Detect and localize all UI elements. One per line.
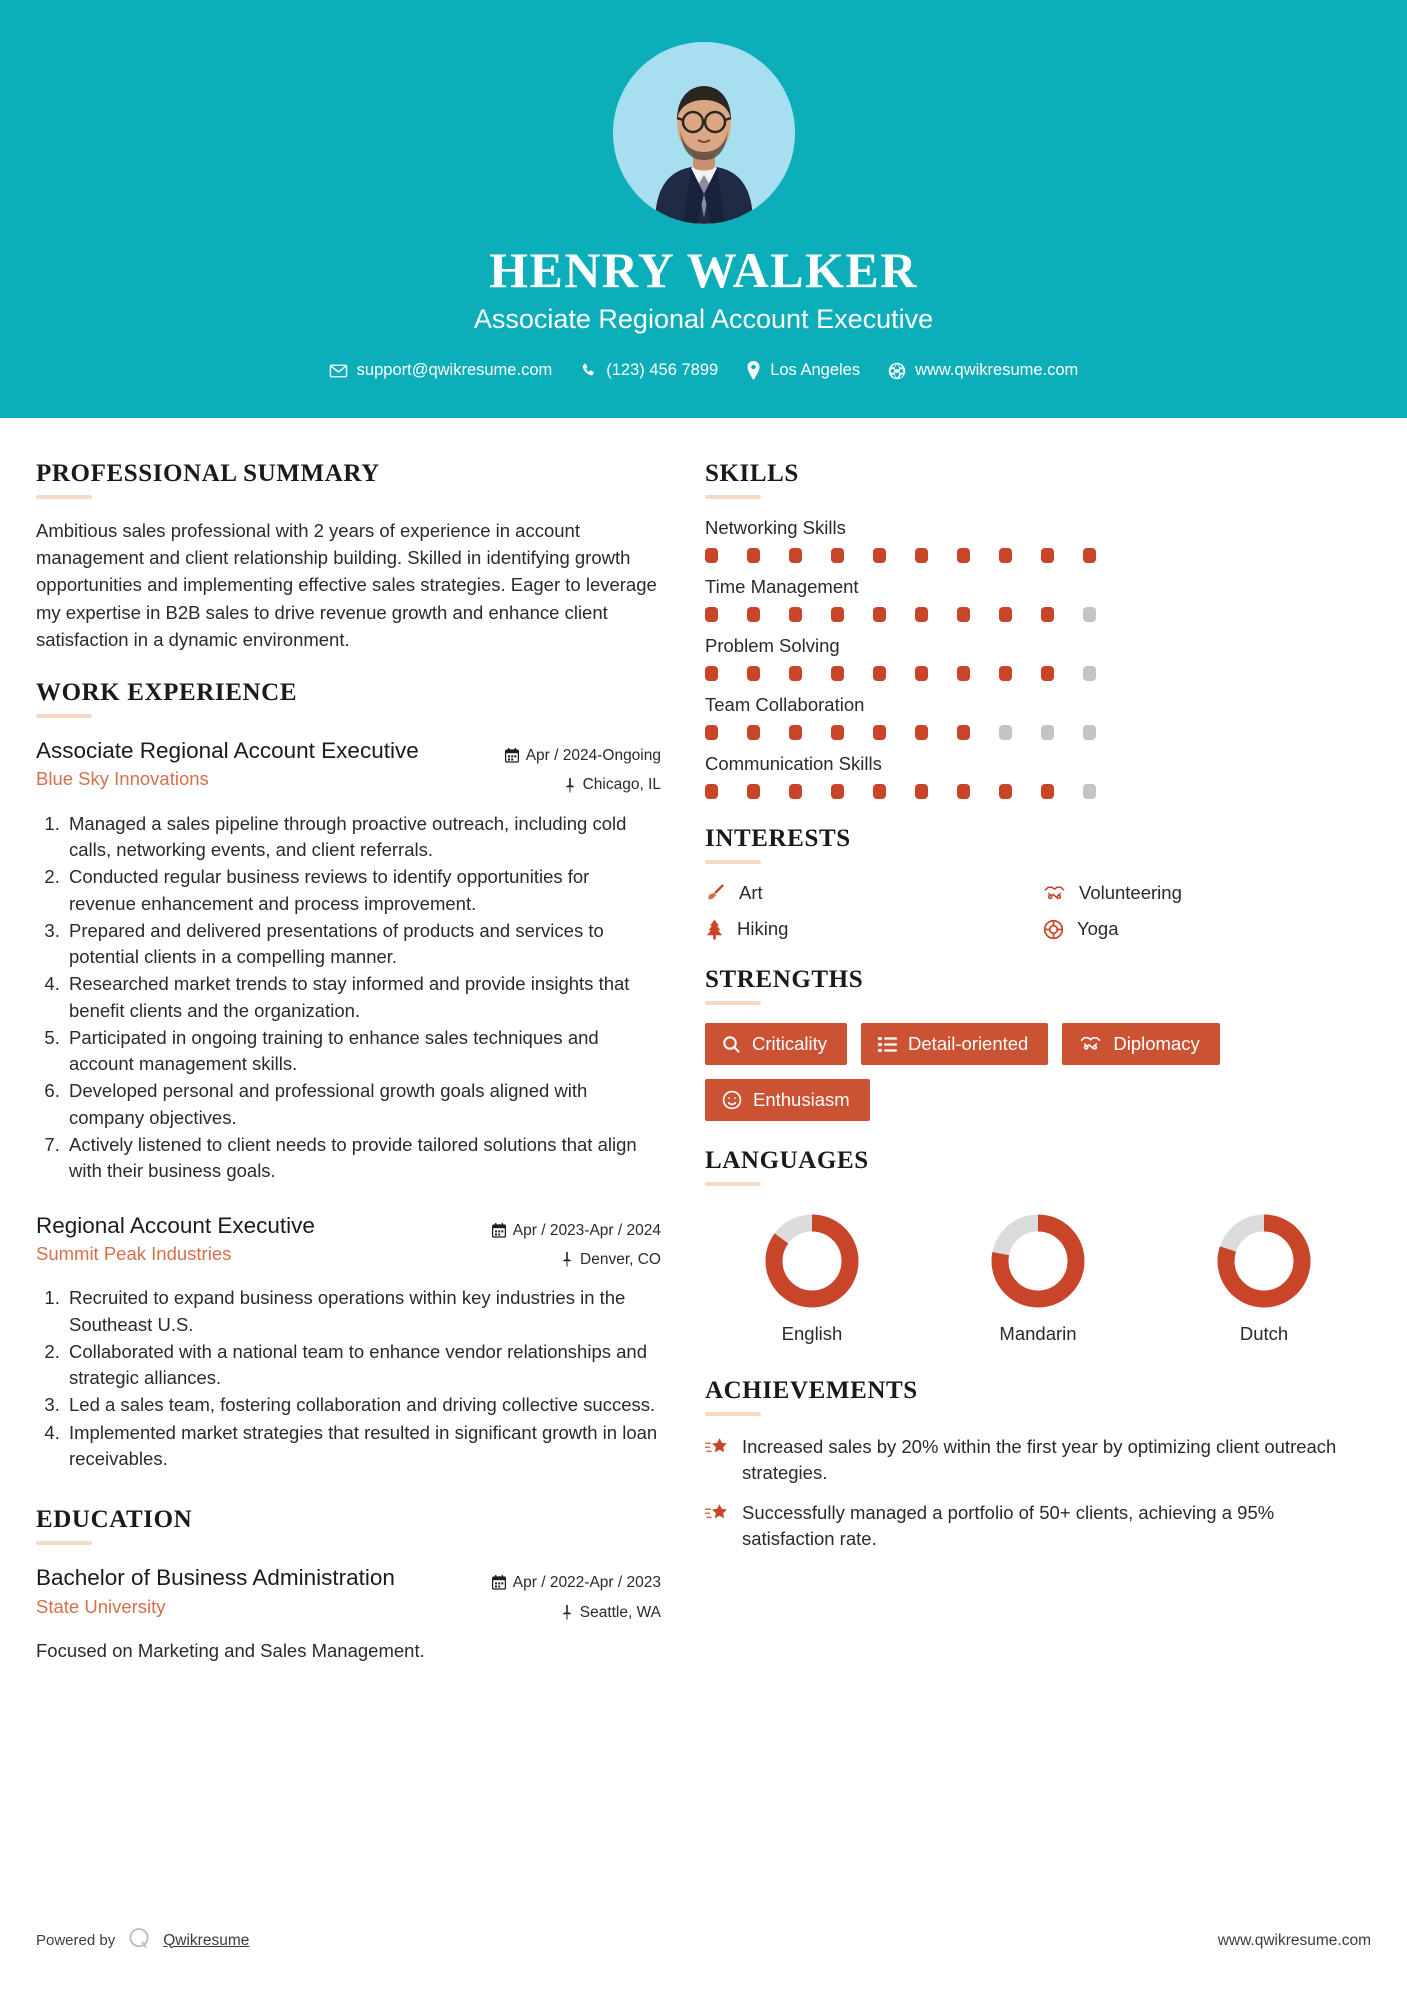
strength-chip-detail-oriented bbox=[861, 1023, 1048, 1065]
experience-bullets bbox=[36, 1285, 661, 1472]
rating-dot-filled bbox=[831, 666, 844, 681]
bullet-item: 4. Implemented market strategies that resulted in significant growth in loan receivables. bbox=[65, 1420, 661, 1473]
education-entry-titles bbox=[36, 1563, 478, 1617]
strength-label: Enthusiasm bbox=[753, 1089, 850, 1110]
experience-role: Associate Regional Account Executive bbox=[36, 737, 419, 763]
resume-footer bbox=[0, 1897, 1407, 1990]
rating-dot-filled bbox=[747, 666, 760, 681]
strength-label: Criticality bbox=[752, 1033, 828, 1054]
contact-website-text: www.qwikresume.com bbox=[915, 361, 1079, 379]
experience-entry-meta bbox=[505, 736, 661, 800]
experience-entry-header bbox=[36, 736, 661, 800]
calendar-icon bbox=[492, 1575, 506, 1590]
language-name: English bbox=[781, 1323, 843, 1344]
rating-dot-filled bbox=[1041, 548, 1054, 563]
bullet-item: 3. Led a sales team, fostering collaboration and driving collective success. bbox=[65, 1392, 661, 1418]
rating-dot-filled bbox=[999, 666, 1012, 681]
tree-icon bbox=[705, 919, 724, 940]
language-name: Mandarin bbox=[999, 1323, 1077, 1344]
contact-website[interactable] bbox=[878, 361, 1088, 380]
contact-row bbox=[0, 361, 1407, 380]
contact-email-text: support@qwikresume.com bbox=[356, 361, 553, 379]
magnifier-icon bbox=[722, 1035, 741, 1054]
strength-chip-diplomacy bbox=[1062, 1023, 1219, 1065]
list-icon bbox=[878, 1036, 897, 1053]
section-title-experience: WORK EXPERIENCE bbox=[36, 678, 298, 706]
section-achievements bbox=[705, 1377, 1371, 1552]
qwikresume-logo-icon bbox=[126, 1925, 152, 1956]
section-professional-summary bbox=[36, 460, 661, 653]
rating-dot-filled bbox=[873, 548, 886, 563]
rating-dot-filled bbox=[705, 784, 718, 799]
achievement-item bbox=[705, 1500, 1371, 1553]
strength-label: Diplomacy bbox=[1113, 1033, 1200, 1054]
interest-item-yoga bbox=[1043, 918, 1371, 940]
experience-date-line bbox=[492, 1216, 661, 1245]
rating-dot-empty bbox=[1083, 725, 1096, 740]
contact-phone[interactable] bbox=[570, 361, 728, 380]
skill-item bbox=[705, 694, 1371, 740]
section-title-achievements: ACHIEVEMENTS bbox=[705, 1377, 918, 1404]
experience-date-line bbox=[505, 741, 661, 770]
rating-dot-filled bbox=[915, 725, 928, 740]
language-donut-chart bbox=[987, 1210, 1089, 1312]
skill-rating-dots bbox=[705, 548, 1371, 563]
section-rule bbox=[705, 1001, 761, 1005]
skill-rating-dots bbox=[705, 666, 1371, 681]
skill-item bbox=[705, 576, 1371, 622]
section-rule bbox=[705, 1412, 761, 1416]
language-item bbox=[931, 1210, 1145, 1345]
resume-body bbox=[0, 418, 1407, 1897]
rating-dot-filled bbox=[915, 666, 928, 681]
education-entry bbox=[36, 1563, 661, 1664]
section-work-experience bbox=[36, 679, 661, 1472]
experience-entry-titles bbox=[36, 736, 491, 790]
job-title: Associate Regional Account Executive bbox=[473, 304, 934, 334]
rating-dot-empty bbox=[1083, 607, 1096, 622]
rating-dot-filled bbox=[831, 725, 844, 740]
section-title-interests: INTERESTS bbox=[705, 825, 851, 852]
bullet-item: 6. Developed personal and professional growth goals aligned with company objectives. bbox=[65, 1078, 661, 1131]
rating-dot-filled bbox=[705, 548, 718, 563]
shooting-star-icon bbox=[705, 1434, 729, 1464]
right-column bbox=[697, 460, 1371, 1897]
experience-organization: Summit Peak Industries bbox=[36, 1242, 232, 1264]
skill-item bbox=[705, 635, 1371, 681]
interest-label: Yoga bbox=[1077, 918, 1119, 939]
left-column bbox=[36, 460, 661, 1897]
section-rule bbox=[705, 495, 761, 499]
rating-dot-filled bbox=[747, 607, 760, 622]
skills-list bbox=[705, 517, 1371, 799]
rating-dot-filled bbox=[831, 784, 844, 799]
rating-dot-filled bbox=[957, 548, 970, 563]
rating-dot-filled bbox=[747, 548, 760, 563]
rating-dot-filled bbox=[957, 725, 970, 740]
rating-dot-filled bbox=[957, 607, 970, 622]
strength-chip-enthusiasm bbox=[705, 1079, 870, 1121]
rating-dot-filled bbox=[1083, 548, 1096, 563]
education-school: State University bbox=[36, 1595, 166, 1617]
experience-location-line bbox=[505, 770, 661, 799]
skill-item bbox=[705, 753, 1371, 799]
rating-dot-filled bbox=[705, 666, 718, 681]
rating-dot-filled bbox=[999, 784, 1012, 799]
experience-entry-meta bbox=[492, 1211, 661, 1275]
contact-phone-text: (123) 456 7899 bbox=[606, 361, 719, 379]
experience-location: Chicago, IL bbox=[582, 776, 661, 794]
skill-name: Communication Skills bbox=[705, 753, 882, 774]
rating-dot-filled bbox=[789, 548, 802, 563]
skill-rating-dots bbox=[705, 784, 1371, 799]
experience-location: Denver, CO bbox=[580, 1250, 661, 1268]
skill-name: Time Management bbox=[705, 576, 859, 597]
bullet-item: 5. Participated in ongoing training to enhance sales techniques and account management skills. bbox=[65, 1025, 661, 1078]
lifebuoy-icon bbox=[1043, 919, 1064, 940]
rating-dot-filled bbox=[747, 725, 760, 740]
rating-dot-filled bbox=[789, 784, 802, 799]
skill-rating-dots bbox=[705, 725, 1371, 740]
rating-dot-filled bbox=[873, 784, 886, 799]
language-donut-chart bbox=[761, 1210, 863, 1312]
calendar-icon bbox=[492, 1223, 506, 1238]
rating-dot-filled bbox=[1041, 784, 1054, 799]
bullet-item: 1. Managed a sales pipeline through proactive outreach, including cold calls, networking events, and client referrals. bbox=[65, 811, 661, 864]
rating-dot-empty bbox=[1083, 784, 1096, 799]
skill-rating-dots bbox=[705, 607, 1371, 622]
experience-entry bbox=[36, 736, 661, 1185]
strength-label: Detail-oriented bbox=[908, 1033, 1029, 1054]
rating-dot-filled bbox=[747, 784, 760, 799]
education-description: Focused on Marketing and Sales Management. bbox=[36, 1640, 425, 1662]
experience-date: Apr / 2023-Apr / 2024 bbox=[512, 1221, 661, 1239]
rating-dot-filled bbox=[999, 548, 1012, 563]
interest-item-hiking bbox=[705, 918, 1033, 940]
bullet-item: 1. Recruited to expand business operations within key industries in the Southeast U.S. bbox=[65, 1285, 661, 1338]
skill-name: Networking Skills bbox=[705, 517, 846, 538]
section-title-skills: SKILLS bbox=[705, 460, 799, 487]
rating-dot-filled bbox=[915, 607, 928, 622]
strengths-list bbox=[705, 1023, 1371, 1121]
language-item bbox=[1157, 1210, 1371, 1345]
bullet-item: 2. Collaborated with a national team to enhance vendor relationships and strategic alliances. bbox=[65, 1339, 661, 1392]
section-education bbox=[36, 1506, 661, 1664]
rating-dot-filled bbox=[957, 784, 970, 799]
achievement-item bbox=[705, 1434, 1371, 1487]
interest-item-art bbox=[705, 882, 1033, 904]
rating-dot-filled bbox=[873, 666, 886, 681]
education-entry-meta bbox=[492, 1563, 661, 1627]
page-title: HENRY WALKER bbox=[489, 242, 918, 298]
map-pin-icon bbox=[564, 778, 576, 793]
achievement-text: Increased sales by 20% within the first year by optimizing client outreach strategies. bbox=[742, 1436, 1337, 1484]
rating-dot-filled bbox=[831, 548, 844, 563]
section-rule bbox=[36, 1541, 92, 1545]
contact-email[interactable] bbox=[319, 361, 563, 380]
experience-bullets bbox=[36, 811, 661, 1185]
rating-dot-filled bbox=[789, 725, 802, 740]
qwikresume-link[interactable]: Qwikresume bbox=[163, 1931, 250, 1949]
strength-chip-criticality bbox=[705, 1023, 847, 1065]
globe-icon bbox=[888, 362, 906, 380]
paintbrush-icon bbox=[705, 883, 726, 904]
rating-dot-filled bbox=[705, 725, 718, 740]
shooting-star-icon bbox=[705, 1500, 729, 1530]
education-location-line bbox=[492, 1598, 661, 1627]
section-title-summary: PROFESSIONAL SUMMARY bbox=[36, 460, 380, 487]
interest-item-volunteering bbox=[1043, 882, 1371, 904]
powered-by-label: Powered by bbox=[36, 1932, 116, 1949]
rating-dot-filled bbox=[999, 607, 1012, 622]
section-languages bbox=[705, 1147, 1371, 1345]
calendar-icon bbox=[505, 748, 519, 763]
experience-entry-titles bbox=[36, 1211, 478, 1265]
section-rule bbox=[705, 860, 761, 864]
footer-brand bbox=[36, 1925, 249, 1956]
language-donut-chart bbox=[1213, 1210, 1315, 1312]
footer-website[interactable]: www.qwikresume.com bbox=[1217, 1931, 1371, 1949]
education-degree: Bachelor of Business Administration bbox=[36, 1565, 395, 1591]
experience-location-line bbox=[492, 1245, 661, 1274]
bullet-item: 2. Conducted regular business reviews to identify opportunities for revenue enhancement and process improvement. bbox=[65, 864, 661, 917]
experience-role: Regional Account Executive bbox=[36, 1212, 315, 1238]
section-title-education: EDUCATION bbox=[36, 1506, 193, 1534]
rating-dot-filled bbox=[1041, 607, 1054, 622]
map-pin-icon bbox=[561, 1605, 573, 1620]
rating-dot-filled bbox=[957, 666, 970, 681]
rating-dot-filled bbox=[873, 725, 886, 740]
bullet-item: 7. Actively listened to client needs to provide tailored solutions that align with their business goals. bbox=[65, 1132, 661, 1185]
section-rule bbox=[36, 495, 92, 499]
location-pin-icon bbox=[746, 361, 761, 380]
education-location: Seattle, WA bbox=[579, 1603, 661, 1621]
handshake-icon bbox=[1079, 1034, 1102, 1054]
experience-entry bbox=[36, 1211, 661, 1473]
avatar bbox=[613, 42, 795, 224]
rating-dot-filled bbox=[1041, 666, 1054, 681]
summary-text: Ambitious sales professional with 2 years of experience in account management and client relationship building. Skilled in identifying growth opportunities and implementing effective sales strategies. Eager to leverage my expertise in B2B sales to drive revenue growth and enhance client satisfaction in a dynamic environment. bbox=[36, 520, 657, 650]
rating-dot-filled bbox=[915, 548, 928, 563]
skill-name: Team Collaboration bbox=[705, 694, 865, 715]
rating-dot-filled bbox=[915, 784, 928, 799]
rating-dot-filled bbox=[789, 607, 802, 622]
rating-dot-empty bbox=[1041, 725, 1054, 740]
section-interests bbox=[705, 825, 1371, 940]
map-pin-icon bbox=[561, 1252, 573, 1267]
avatar-photo-icon bbox=[613, 42, 795, 224]
rating-dot-empty bbox=[1083, 666, 1096, 681]
education-date-line bbox=[492, 1568, 661, 1597]
resume-header bbox=[0, 0, 1407, 418]
interest-label: Art bbox=[739, 882, 763, 903]
section-title-languages: LANGUAGES bbox=[705, 1147, 869, 1174]
experience-entry-header bbox=[36, 1211, 661, 1275]
experience-date: Apr / 2024-Ongoing bbox=[525, 746, 661, 764]
bullet-item: 4. Researched market trends to stay informed and provide insights that benefit clients and the organization. bbox=[65, 971, 661, 1024]
section-skills bbox=[705, 460, 1371, 799]
rating-dot-filled bbox=[831, 607, 844, 622]
interest-label: Hiking bbox=[737, 918, 789, 939]
interest-label: Volunteering bbox=[1079, 882, 1182, 903]
smiley-icon bbox=[722, 1090, 742, 1110]
section-title-strengths: STRENGTHS bbox=[705, 966, 864, 993]
section-rule bbox=[36, 714, 92, 718]
education-entry-header bbox=[36, 1563, 661, 1627]
contact-location-text: Los Angeles bbox=[770, 361, 861, 379]
rating-dot-filled bbox=[705, 607, 718, 622]
phone-icon bbox=[580, 362, 597, 379]
contact-location bbox=[736, 361, 870, 380]
languages-list bbox=[705, 1204, 1371, 1345]
skill-item bbox=[705, 517, 1371, 563]
achievement-text: Successfully managed a portfolio of 50+ clients, achieving a 95% satisfaction rate. bbox=[742, 1501, 1275, 1549]
envelope-icon bbox=[329, 361, 348, 380]
rating-dot-empty bbox=[999, 725, 1012, 740]
section-strengths bbox=[705, 966, 1371, 1121]
education-date: Apr / 2022-Apr / 2023 bbox=[512, 1574, 661, 1592]
handshake-icon bbox=[1043, 883, 1066, 904]
rating-dot-filled bbox=[789, 666, 802, 681]
bullet-item: 3. Prepared and delivered presentations of products and services to potential clients in a compelling manner. bbox=[65, 918, 661, 971]
rating-dot-filled bbox=[873, 607, 886, 622]
skill-name: Problem Solving bbox=[705, 635, 840, 656]
section-rule bbox=[705, 1182, 761, 1186]
language-item bbox=[705, 1210, 919, 1345]
interests-grid bbox=[705, 882, 1371, 940]
language-name: Dutch bbox=[1239, 1323, 1289, 1344]
experience-organization: Blue Sky Innovations bbox=[36, 768, 209, 790]
